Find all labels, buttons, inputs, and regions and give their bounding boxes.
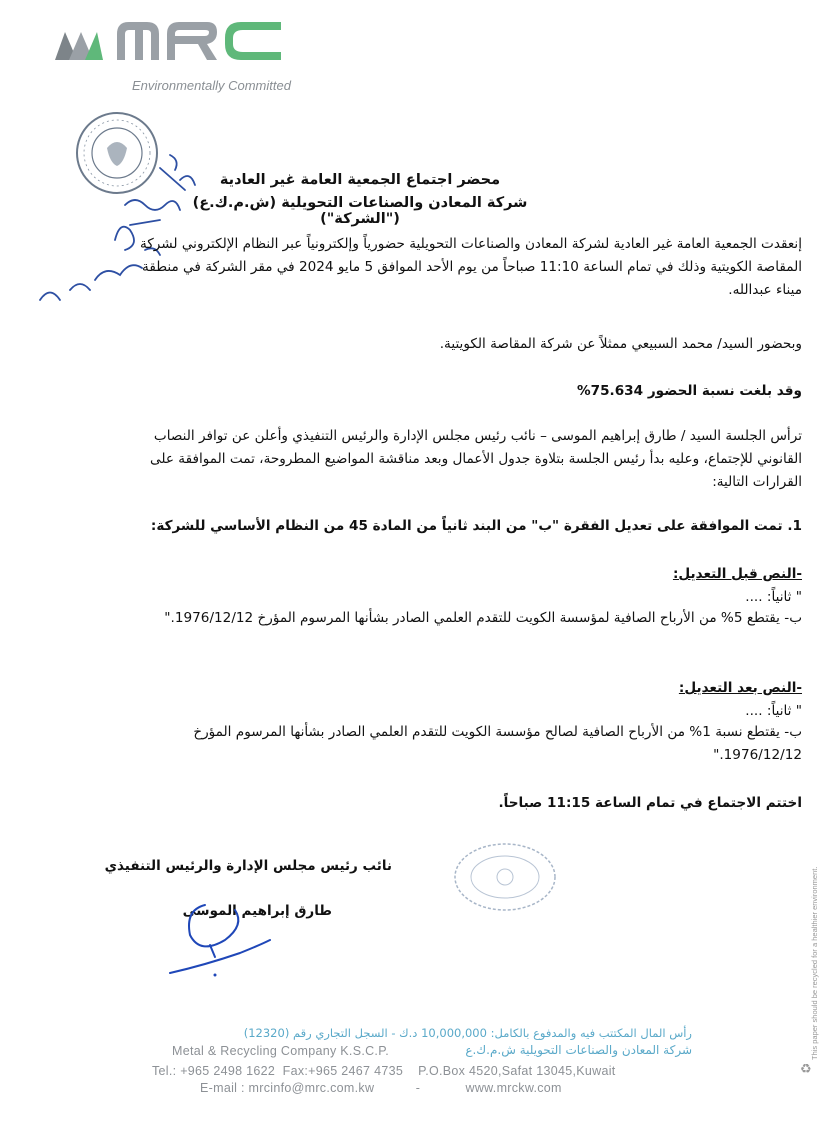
closing-statement: اختتم الاجتماع في تمام الساعة 11:15 صباحاً.: [498, 795, 802, 811]
footer-company-english: Metal & Recycling Company K.S.C.P.: [172, 1044, 389, 1058]
signatory-title: نائب رئيس مجلس الإدارة والرئيس التنفيذي: [104, 858, 392, 874]
before-amendment-text: ب- يقتطع 5% من الأرباح الصافية لمؤسسة الكويت للتقدم العلمي الصادر بشأنها المرسوم المؤرخ 1976/12/12.": [164, 610, 802, 626]
after-amendment-text: ب- يقتطع نسبة 1% من الأرباح الصافية لصالح مؤسسة الكويت للتقدم العلمي الصادر بشأنها المرسوم المؤرخ 1976/12/12.": [193, 724, 802, 763]
attendance-representative: وبحضور السيد/ محمد السبيعي ممثلاً عن شركة المقاصة الكويتية.: [439, 336, 802, 352]
footer-company-arabic: شركة المعادن والصناعات التحويلية ش.م.ك.ع: [465, 1043, 692, 1057]
recycle-icon: ♻: [800, 1062, 812, 1077]
attendance-percentage: وقد بلغت نسبة الحضور 75.634%: [577, 383, 802, 399]
document-title: محضر اجتماع الجمعية العامة غير العادية: [219, 172, 501, 188]
recycle-note-text: This paper should be recycled for a healthier environment.: [810, 866, 819, 1060]
logo-tagline: Environmentally Committed: [132, 78, 291, 93]
footer-web-line: E-mail : mrcinfo@mrc.com.kw - www.mrckw.com: [200, 1081, 562, 1095]
resolution-1: 1. تمت الموافقة على تعديل الفقرة "ب" من البند ثانياً من المادة 45 من النظام الأساسي للشركة:: [150, 518, 802, 534]
footer-capital-line: رأس المال المكتتب فيه والمدفوع بالكامل: 10,000,000 د.ك - السجل التجاري رقم (12320): [243, 1026, 692, 1040]
after-second-item: " ثانياً: ....: [745, 703, 802, 719]
footer-contact-line: Tel.: +965 2498 1622 Fax:+965 2467 4735 P.O.Box 4520,Safat 13045,Kuwait: [152, 1064, 616, 1078]
company-title: شركة المعادن والصناعات التحويلية (ش.م.ك.ع) ("الشركة"): [192, 195, 528, 227]
signatory-name: طارق إبراهيم الموسى: [182, 903, 332, 919]
company-stamp: [450, 840, 560, 915]
after-amendment-heading: -النص بعد التعديل:: [678, 680, 802, 696]
intro-paragraph: إنعقدت الجمعية العامة غير العادية لشركة المعادن والصناعات التحويلية حضورياً وإلكترونياً عبر النظام الإلكتروني لشركة المقاصة الكويتية وذلك في تمام الساعة 11:10 صباحاً من يوم الأحد الموافق 5 مايو 2024 في مقر الشركة في منطقة ميناء عبدالله.: [140, 236, 802, 298]
before-amendment-heading: -النص قبل التعديل:: [672, 566, 802, 582]
before-second-item: " ثانياً: ....: [745, 589, 802, 605]
signature-mark: [165, 895, 275, 980]
chair-paragraph: ترأس الجلسة السيد / طارق إبراهيم الموسى – نائب رئيس مجلس الإدارة والرئيس التنفيذي وأعلن عن توافر النصاب القانوني للإجتماع، وعليه بدأ رئيس الجلسة بتلاوة جدول الأعمال وبعد مناقشة المواضيع المطروحة، تمت الموافقة على القرارات التالية:: [150, 428, 802, 490]
